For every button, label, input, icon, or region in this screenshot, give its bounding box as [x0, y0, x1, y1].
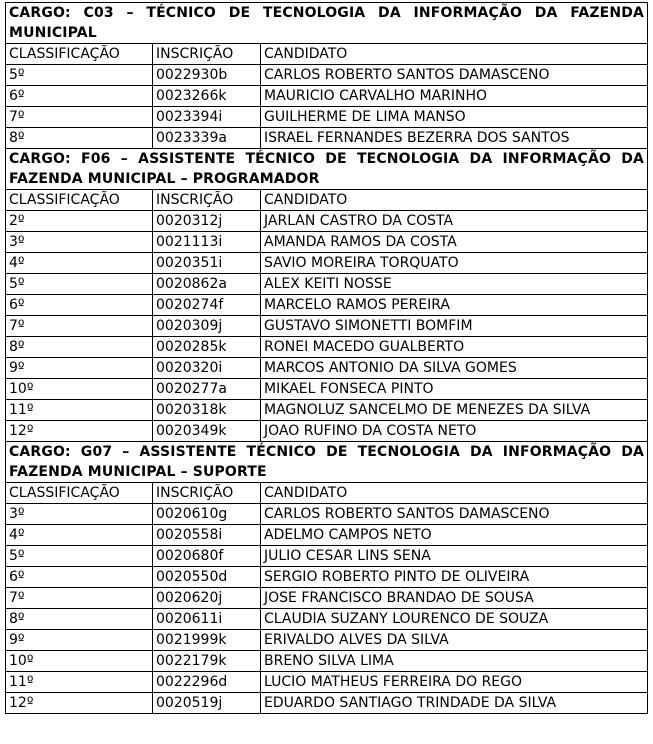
table-row: [6, 546, 648, 567]
column-header-classificacao: CLASSIFICAÇÃO: [6, 190, 153, 211]
inscricao-cell: 0020274f: [153, 295, 261, 316]
column-header-inscricao: INSCRIÇÃO: [153, 190, 261, 211]
table-row: [6, 504, 648, 525]
candidato-cell: EDUARDO SANTIAGO TRINDADE DA SILVA: [261, 693, 648, 714]
classificacao-cell: 6º: [6, 567, 153, 588]
table-row: [6, 86, 648, 107]
inscricao-cell: 0020519j: [153, 693, 261, 714]
table-row: [6, 211, 648, 232]
classificacao-cell: 10º: [6, 379, 153, 400]
candidato-cell: MAGNOLUZ SANCELMO DE MENEZES DA SILVA: [261, 400, 648, 421]
table-row: [6, 316, 648, 337]
candidato-cell: SAVIO MOREIRA TORQUATO: [261, 253, 648, 274]
inscricao-cell: 0021999k: [153, 630, 261, 651]
inscricao-cell: 0020277a: [153, 379, 261, 400]
inscricao-cell: 0020312j: [153, 211, 261, 232]
classificacao-cell: 7º: [6, 588, 153, 609]
table-row: [6, 630, 648, 651]
inscricao-cell: 0020349k: [153, 421, 261, 442]
classificacao-cell: 5º: [6, 65, 153, 86]
column-header-row: [6, 190, 648, 211]
candidato-cell: LUCIO MATHEUS FERREIRA DO REGO: [261, 672, 648, 693]
cargo-title: CARGO: G07 – ASSISTENTE TÉCNICO DE TECNOLOGIA DA INFORMAÇÃO DA FAZENDA MUNICIPAL – SUPORTE: [6, 442, 648, 483]
table-row: [6, 421, 648, 442]
classificacao-cell: 8º: [6, 337, 153, 358]
table-row: [6, 337, 648, 358]
classificacao-cell: 9º: [6, 358, 153, 379]
classificacao-cell: 4º: [6, 525, 153, 546]
inscricao-cell: 0023339a: [153, 128, 261, 149]
column-header-inscricao: INSCRIÇÃO: [153, 44, 261, 65]
candidato-cell: RONEI MACEDO GUALBERTO: [261, 337, 648, 358]
table-row: [6, 253, 648, 274]
classificacao-cell: 2º: [6, 211, 153, 232]
table-row: [6, 672, 648, 693]
table-row: [6, 128, 648, 149]
candidato-cell: JULIO CESAR LINS SENA: [261, 546, 648, 567]
candidato-cell: MARCOS ANTONIO DA SILVA GOMES: [261, 358, 648, 379]
candidato-cell: CLAUDIA SUZANY LOURENCO DE SOUZA: [261, 609, 648, 630]
candidato-cell: ALEX KEITI NOSSE: [261, 274, 648, 295]
classificacao-cell: 12º: [6, 693, 153, 714]
candidato-cell: SERGIO ROBERTO PINTO DE OLIVEIRA: [261, 567, 648, 588]
column-header-classificacao: CLASSIFICAÇÃO: [6, 44, 153, 65]
candidato-cell: JOSE FRANCISCO BRANDAO DE SOUSA: [261, 588, 648, 609]
results-table: [5, 2, 648, 714]
table-row: [6, 358, 648, 379]
candidato-cell: BRENO SILVA LIMA: [261, 651, 648, 672]
inscricao-cell: 0020550d: [153, 567, 261, 588]
table-row: [6, 651, 648, 672]
inscricao-cell: 0021113i: [153, 232, 261, 253]
results-table-body: [6, 3, 648, 714]
inscricao-cell: 0022179k: [153, 651, 261, 672]
classificacao-cell: 7º: [6, 316, 153, 337]
table-row: [6, 274, 648, 295]
inscricao-cell: 0020285k: [153, 337, 261, 358]
inscricao-cell: 0022930b: [153, 65, 261, 86]
table-row: [6, 65, 648, 86]
column-header-row: [6, 483, 648, 504]
candidato-cell: AMANDA RAMOS DA COSTA: [261, 232, 648, 253]
inscricao-cell: 0020558i: [153, 525, 261, 546]
candidato-cell: MAURICIO CARVALHO MARINHO: [261, 86, 648, 107]
table-row: [6, 295, 648, 316]
classificacao-cell: 6º: [6, 295, 153, 316]
candidato-cell: GUSTAVO SIMONETTI BOMFIM: [261, 316, 648, 337]
inscricao-cell: 0020320i: [153, 358, 261, 379]
candidato-cell: CARLOS ROBERTO SANTOS DAMASCENO: [261, 504, 648, 525]
table-row: [6, 609, 648, 630]
cargo-header-row: [6, 3, 648, 44]
classificacao-cell: 6º: [6, 86, 153, 107]
classificacao-cell: 11º: [6, 672, 153, 693]
cargo-header-row: [6, 149, 648, 190]
classificacao-cell: 7º: [6, 107, 153, 128]
classificacao-cell: 11º: [6, 400, 153, 421]
candidato-cell: ISRAEL FERNANDES BEZERRA DOS SANTOS: [261, 128, 648, 149]
table-row: [6, 567, 648, 588]
inscricao-cell: 0020309j: [153, 316, 261, 337]
column-header-candidato: CANDIDATO: [261, 190, 648, 211]
table-row: [6, 379, 648, 400]
table-row: [6, 588, 648, 609]
column-header-candidato: CANDIDATO: [261, 483, 648, 504]
candidato-cell: GUILHERME DE LIMA MANSO: [261, 107, 648, 128]
classificacao-cell: 12º: [6, 421, 153, 442]
classificacao-cell: 5º: [6, 274, 153, 295]
candidato-cell: JOAO RUFINO DA COSTA NETO: [261, 421, 648, 442]
candidato-cell: CARLOS ROBERTO SANTOS DAMASCENO: [261, 65, 648, 86]
classificacao-cell: 5º: [6, 546, 153, 567]
inscricao-cell: 0020680f: [153, 546, 261, 567]
column-header-classificacao: CLASSIFICAÇÃO: [6, 483, 153, 504]
cargo-title: CARGO: C03 – TÉCNICO DE TECNOLOGIA DA INFORMAÇÃO DA FAZENDA MUNICIPAL: [6, 3, 648, 44]
table-row: [6, 693, 648, 714]
table-row: [6, 525, 648, 546]
classificacao-cell: 8º: [6, 128, 153, 149]
table-row: [6, 107, 648, 128]
inscricao-cell: 0023266k: [153, 86, 261, 107]
cargo-header-row: [6, 442, 648, 483]
column-header-inscricao: INSCRIÇÃO: [153, 483, 261, 504]
classificacao-cell: 10º: [6, 651, 153, 672]
candidato-cell: ERIVALDO ALVES DA SILVA: [261, 630, 648, 651]
candidato-cell: ADELMO CAMPOS NETO: [261, 525, 648, 546]
column-header-row: [6, 44, 648, 65]
candidato-cell: JARLAN CASTRO DA COSTA: [261, 211, 648, 232]
classificacao-cell: 3º: [6, 232, 153, 253]
inscricao-cell: 0020620j: [153, 588, 261, 609]
classificacao-cell: 8º: [6, 609, 153, 630]
classificacao-cell: 9º: [6, 630, 153, 651]
inscricao-cell: 0020862a: [153, 274, 261, 295]
inscricao-cell: 0020318k: [153, 400, 261, 421]
cargo-title: CARGO: F06 – ASSISTENTE TÉCNICO DE TECNOLOGIA DA INFORMAÇÃO DA FAZENDA MUNICIPAL – PROGRAMADOR: [6, 149, 648, 190]
inscricao-cell: 0022296d: [153, 672, 261, 693]
classificacao-cell: 4º: [6, 253, 153, 274]
candidato-cell: MARCELO RAMOS PEREIRA: [261, 295, 648, 316]
inscricao-cell: 0020611i: [153, 609, 261, 630]
column-header-candidato: CANDIDATO: [261, 44, 648, 65]
inscricao-cell: 0020610g: [153, 504, 261, 525]
candidato-cell: MIKAEL FONSECA PINTO: [261, 379, 648, 400]
inscricao-cell: 0023394i: [153, 107, 261, 128]
table-row: [6, 400, 648, 421]
classificacao-cell: 3º: [6, 504, 153, 525]
table-row: [6, 232, 648, 253]
inscricao-cell: 0020351i: [153, 253, 261, 274]
